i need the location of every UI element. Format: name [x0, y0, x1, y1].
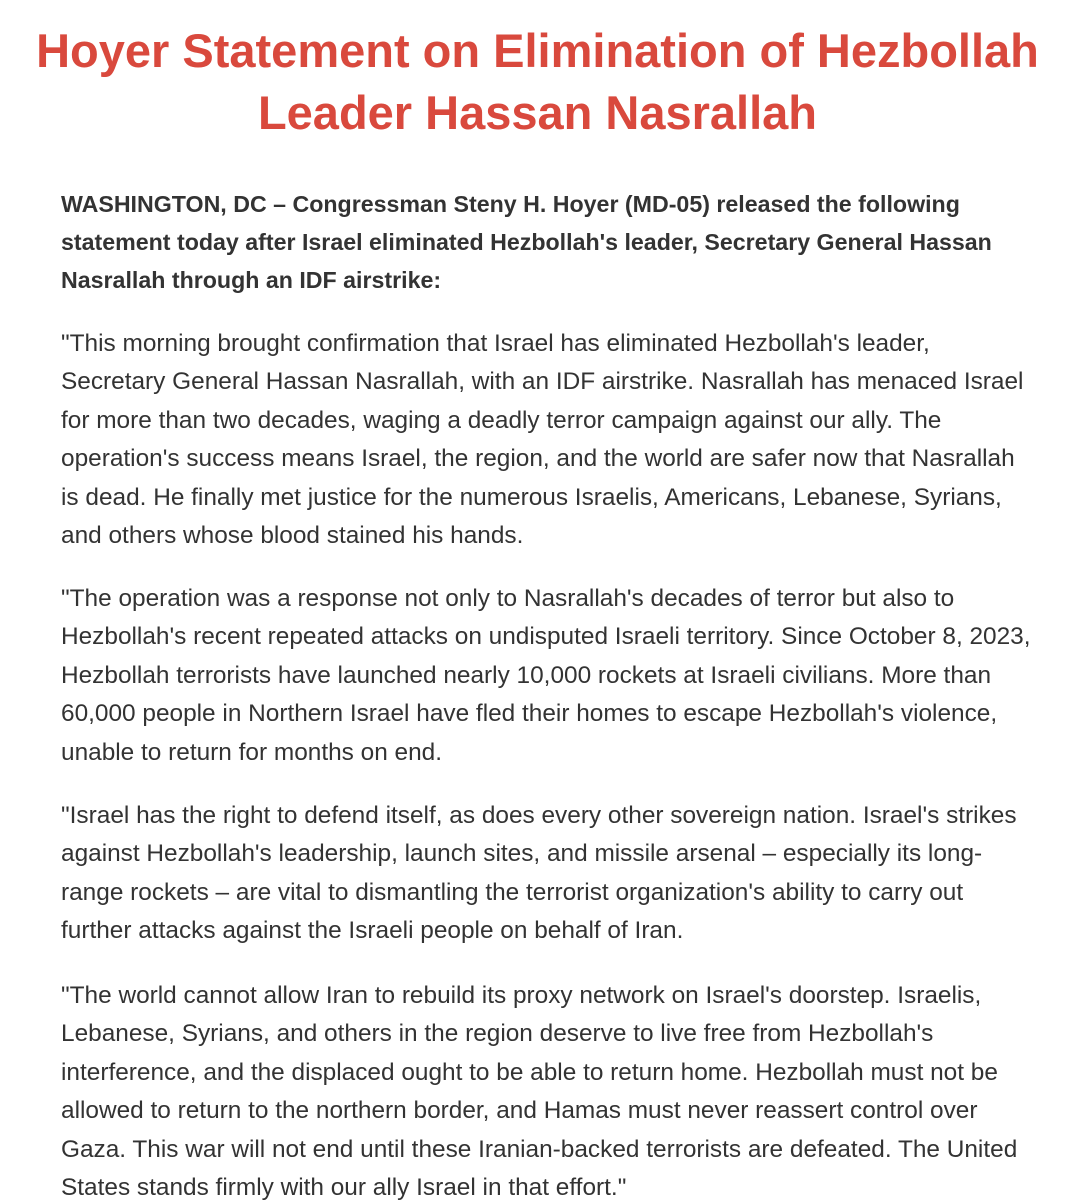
statement-paragraph-1: "This morning brought confirmation that Israel has eliminated Hezbollah's leader, Secretary General Hassan Nasrallah, with an IDF airstrike. Nasrallah has menaced Israel for more than two decades, waging a deadly terror campaign against our ally. The operation's success means Israel, the region, and the world are safer now that Nasrallah is dead. He finally met justice for the numerous Israelis, Americans, Lebanese, Syrians, and others whose blood stained his hands.: [61, 330, 1024, 550]
statement-paragraph-2: "The operation was a response not only to Nasrallah's decades of terror but also to Hezbollah's recent repeated attacks on undisputed Israeli territory. Since October 8, 2023, Hezbollah terrorists have launched nearly 10,000 rockets at Israeli civilians. More than 60,000 people in Northern Israel have fled their homes to escape Hezbollah's violence, unable to return for months on end.: [61, 585, 1031, 766]
page-title: Hoyer Statement on Elimination of Hezbollah Leader Hassan Nasrallah: [36, 24, 1039, 139]
statement-paragraph-4: "The world cannot allow Iran to rebuild its proxy network on Israel's doorstep. Israelis, Lebanese, Syrians, and others in the region deserve to live free from Hezbollah's interference, and the displaced ought to be able to return home. Hezbollah must not be allowed to return to the northern border, and Hamas must never reassert control over Gaza. This war will not end until these Iranian-backed terrorists are defeated. The United States stands firmly with our ally Israel in that effort.": [61, 982, 1018, 1200]
statement-paragraph-3: "Israel has the right to defend itself, as does every other sovereign nation. Israel's strikes against Hezbollah's leadership, launch sites, and missile arsenal – especially its long-range rockets – are vital to dismantling the terrorist organization's ability to carry out further attacks against the Israeli people on behalf of Iran.: [61, 802, 1017, 945]
lead-paragraph: WASHINGTON, DC – Congressman Steny H. Hoyer (MD-05) released the following statement today after Israel eliminated Hezbollah's leader, Secretary General Hassan Nasrallah through an IDF airstrike:: [61, 191, 992, 293]
